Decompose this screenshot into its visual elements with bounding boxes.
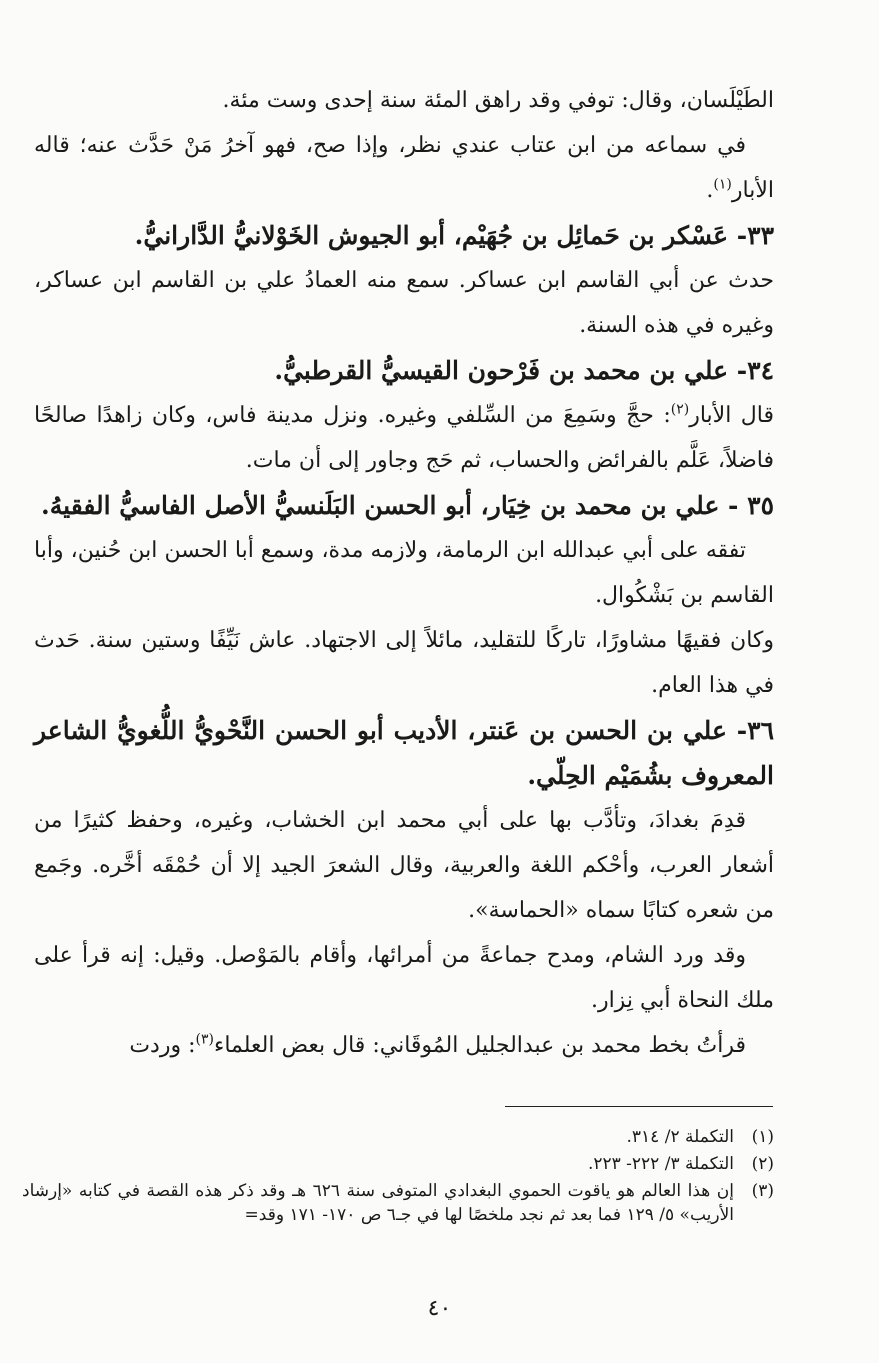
footnote-2 <box>22 1152 774 1176</box>
paragraph-2-end: . <box>706 178 714 203</box>
paragraph-9 <box>34 1023 774 1068</box>
paragraph-1: الطَيْلَسان، وقال: توفي وقد راهق المئة سنة إحدى وست مئة. <box>222 88 774 113</box>
entry-heading-34: ٣٤- علي بن محمد بن فَرْحون القيسيُّ القرطبيُّ. <box>274 356 774 385</box>
footnote-1 <box>22 1125 774 1149</box>
entry-heading-33: ٣٣- عَسْكر بن حَمائِل بن جُهَيْم، أبو الجيوش الخَوْلانيُّ الدَّارانيُّ. <box>134 221 774 250</box>
footnote-ref-3: (٣) <box>195 1031 214 1048</box>
footnotes <box>22 1125 774 1230</box>
paragraph-2 <box>34 123 774 213</box>
paragraph-2-text: في سماعه من ابن عتاب عندي نظر، وإذا صح، فهو آخرُ مَنْ حَدَّث عنه؛ قاله الأبار <box>34 133 774 203</box>
entry-heading-36: ٣٦- علي بن الحسن بن عَنتر، الأديب أبو الحسن النَّحْويُّ اللُّغويُّ الشاعر المعروف بشُمَيْم الحِلّي. <box>34 716 774 790</box>
paragraph-9-text: قرأتُ بخط محمد بن عبدالجليل المُوقَاني: قال بعض العلماء <box>213 1033 746 1058</box>
page-number: ٤٠ <box>427 1296 452 1321</box>
footnote-number: (١) <box>751 1127 774 1147</box>
paragraph-5: تفقه على أبي عبدالله ابن الرمامة، ولازمه مدة، وسمع أبا الحسن ابن حُنين، وأبا القاسم بن بَشْكُوال. <box>34 538 774 608</box>
footnote-separator <box>505 1106 773 1107</box>
main-text <box>34 78 774 1068</box>
paragraph-4 <box>34 393 774 483</box>
footnote-ref-1: (١) <box>713 176 732 193</box>
footnote-text: التكملة ٢/ ٣١٤. <box>626 1127 734 1147</box>
footnote-text: التكملة ٣/ ٢٢٢- ٢٢٣. <box>587 1154 734 1174</box>
paragraph-4-start: قال الأبار <box>689 403 775 428</box>
footnote-number: (٢) <box>751 1154 774 1174</box>
paragraph-8: وقد ورد الشام، ومدح جماعةً من أمرائها، وأقام بالمَوْصل. وقيل: إنه قرأ على ملك النحاة أبي نِزار. <box>34 943 774 1013</box>
footnote-text: إن هذا العالم هو ياقوت الحموي البغدادي المتوفى سنة ٦٢٦ هـ وقد ذكر هذه القصة في كتابه «إرشاد الأريب» ٥/ ١٢٩ فما بعد ثم نجد ملخصًا لها في جـ٦ ص ١٧٠- ١٧١ وقد= <box>22 1181 734 1225</box>
footnote-ref-2: (٢) <box>670 401 690 418</box>
paragraph-6: وكان فقيهًا مشاورًا، تاركًا للتقليد، مائلاً إلى الاجتهاد. عاش نَيِّفًا وستين سنة. حَدث في هذا العام. <box>34 628 774 698</box>
entry-heading-35: ٣٥ - علي بن محمد بن خِيَار، أبو الحسن البَلَنسيُّ الأصل الفاسيُّ الفقيهُ. <box>41 491 774 520</box>
paragraph-9-end: : وردت <box>129 1033 196 1058</box>
paragraph-7: قدِمَ بغدادَ، وتأدَّب بها على أبي محمد ابن الخشاب، وغيره، وحفظ كثيرًا من أشعار العرب، وأحْكم اللغة والعربية، وقال الشعرَ الجيد إلا أن حُمْقَه أخَّره. وجَمع من شعره كتابًا سماه «الحماسة». <box>34 808 774 923</box>
footnote-number: (٣) <box>751 1181 774 1201</box>
paragraph-4-text: : حجَّ وسَمِعَ من السِّلفي وغيره. ونزل مدينة فاس، وكان زاهدًا صالحًا فاضلاً، عَلَّم بالفرائض والحساب، ثم حَج وجاور إلى أن مات. <box>34 403 774 473</box>
footnote-3 <box>22 1179 774 1227</box>
paragraph-3: حدث عن أبي القاسم ابن عساكر. سمع منه العمادُ علي بن القاسم ابن عساكر، وغيره في هذه السنة. <box>34 268 774 338</box>
